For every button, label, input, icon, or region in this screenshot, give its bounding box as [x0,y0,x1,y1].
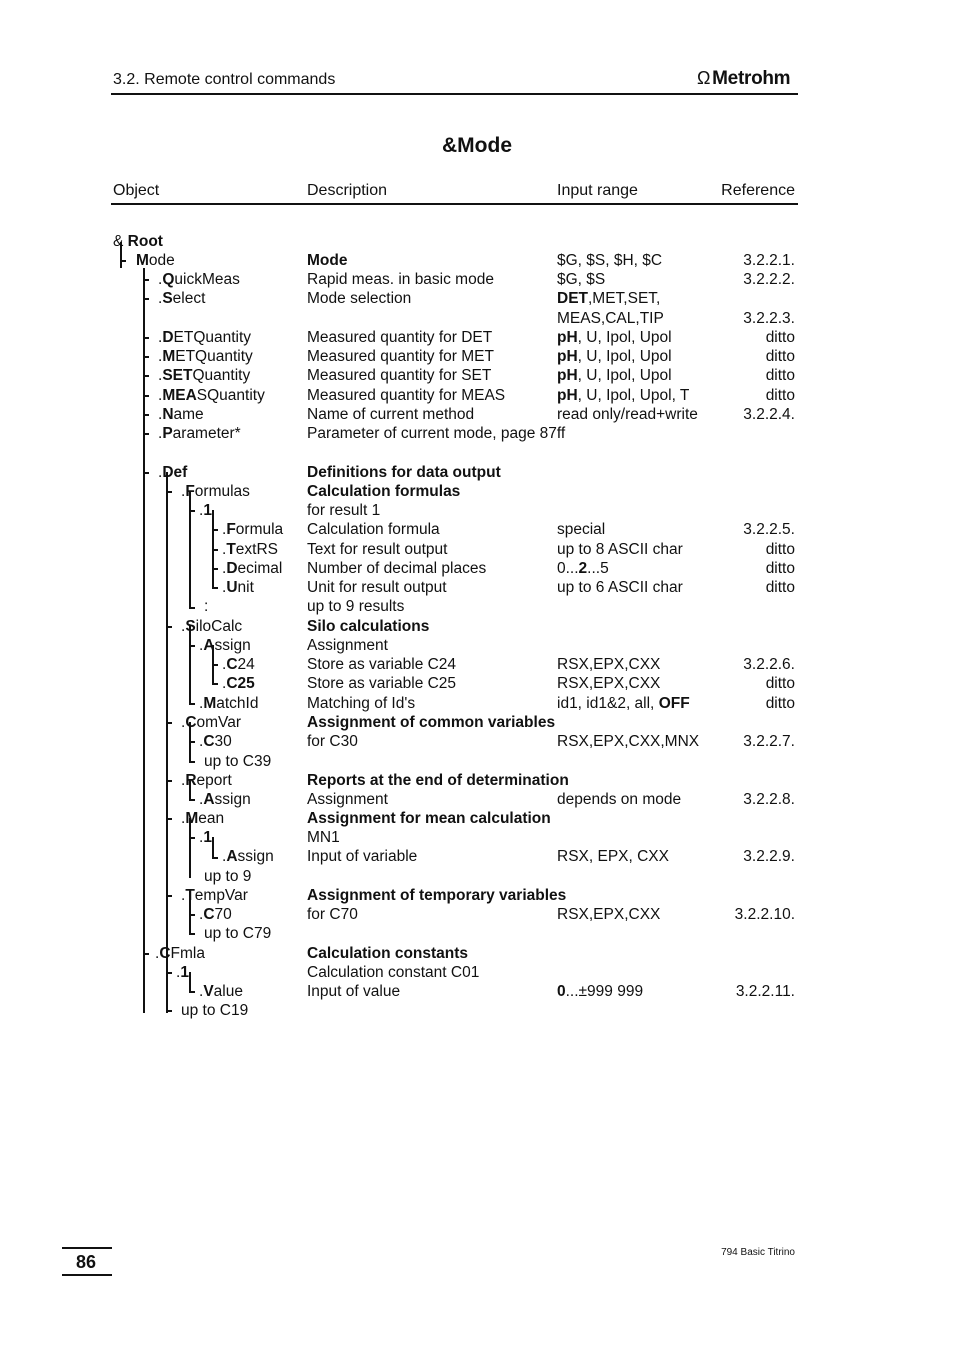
input-range: MEAS,CAL,TIP [557,310,664,327]
object-name: .Assign [199,791,251,808]
input-range: pH, U, Ipol, Upol [557,348,672,365]
table-row [0,752,954,771]
input-range: special [557,521,606,538]
object-name: .1 [199,502,212,519]
table-row [0,713,954,732]
description: Rapid meas. in basic mode [307,271,494,288]
table-row [0,617,954,636]
column-header-description: Description [307,182,388,199]
object-name: up to 9 [204,868,252,885]
object-name: & Root [113,233,163,250]
table-row [0,309,954,328]
table-row [0,270,954,289]
reference: ditto [765,329,795,346]
description: Calculation constants [307,945,469,962]
table-row [0,540,954,559]
header-section-title: 3.2. Remote control commands [113,71,336,88]
input-range: depends on mode [557,791,682,808]
description: Matching of Id's [307,695,416,712]
table-row [0,597,954,616]
description: for C30 [307,733,358,750]
column-header-rule [111,203,798,205]
object-name: .SiloCalc [181,618,243,635]
reference: 3.2.2.3. [743,310,795,327]
object-name: .MatchId [199,695,259,712]
table-row [0,674,954,693]
description: Text for result output [307,541,448,558]
description: Definitions for data output [307,464,501,481]
table-row [0,386,954,405]
description: Assignment for mean calculation [307,810,551,827]
reference: ditto [765,560,795,577]
object-name: .Unit [222,579,254,596]
reference: 3.2.2.1. [743,252,795,269]
object-name: up to C19 [181,1002,249,1019]
table-row [0,405,954,424]
table-row [0,694,954,713]
description: Assignment of temporary variables [307,887,567,904]
description: Unit for result output [307,579,447,596]
description: up to 9 results [307,598,405,615]
input-range: 0...±999 999 [557,983,644,1000]
header-rule [111,93,798,95]
object-name: .CFmla [155,945,205,962]
description: Input of variable [307,848,418,865]
input-range: DET,MET,SET, [557,290,661,307]
table-row [0,328,954,347]
table-row [0,463,954,482]
table-row [0,578,954,597]
input-range: RSX,EPX,CXX [557,906,661,923]
table-row [0,847,954,866]
description: Silo calculations [307,618,430,635]
description: Calculation constant C01 [307,964,480,981]
object-name: .MEASQuantity [158,387,265,404]
column-header-object: Object [113,182,160,199]
page-title: &Mode [442,134,512,157]
table-row [0,944,954,963]
reference: 3.2.2.10. [734,906,795,923]
table-row [0,867,954,886]
description: Measured quantity for DET [307,329,493,346]
description: Name of current method [307,406,475,423]
object-name: .SETQuantity [158,367,251,384]
table-row [0,347,954,366]
footer-rule-bottom [62,1274,112,1276]
table-row [0,771,954,790]
input-range: pH, U, Ipol, Upol [557,329,672,346]
description: Parameter of current mode, page 87ff [307,425,566,442]
table-row [0,809,954,828]
object-name: .1 [176,964,189,981]
description: for result 1 [307,502,381,519]
description: Input of value [307,983,401,1000]
description: Measured quantity for MET [307,348,494,365]
description: Assignment of common variables [307,714,556,731]
input-range: 0...2...5 [557,560,609,577]
table-row [0,424,954,443]
description: for C70 [307,906,358,923]
reference: 3.2.2.8. [743,791,795,808]
reference: ditto [765,541,795,558]
table-row [0,828,954,847]
description: Assignment [307,637,388,654]
table-row [0,366,954,385]
reference: 3.2.2.6. [743,656,795,673]
table-row [0,482,954,501]
reference: 3.2.2.4. [743,406,795,423]
table-row [0,924,954,943]
column-header-input-range: Input range [557,182,638,199]
input-range: up to 6 ASCII char [557,579,683,596]
input-range: pH, U, Ipol, Upol, T [557,387,690,404]
table-row [0,886,954,905]
object-name: .Decimal [222,560,283,577]
description: Assignment [307,791,388,808]
input-range: RSX, EPX, CXX [557,848,669,865]
object-name: .Mean [181,810,225,827]
object-name: .C70 [199,906,232,923]
table-row [0,289,954,308]
brand-logo [697,68,790,90]
table-row [0,559,954,578]
object-name: .QuickMeas [158,271,240,288]
object-name: .Formula [222,521,284,538]
description: Measured quantity for MEAS [307,387,506,404]
input-range: id1, id1&2, all, OFF [557,695,690,712]
object-name: .Name [158,406,204,423]
description: Number of decimal places [307,560,487,577]
page-number: 86 [76,1252,97,1272]
table-row [0,232,954,251]
reference: ditto [765,675,795,692]
reference: ditto [765,348,795,365]
reference: ditto [765,695,795,712]
table-row [0,444,954,463]
object-name: .Report [181,772,232,789]
description: Mode selection [307,290,412,307]
table-row [0,655,954,674]
object-name: .TempVar [181,887,248,904]
table-row [0,790,954,809]
reference: 3.2.2.5. [743,521,795,538]
reference: 3.2.2.2. [743,271,795,288]
object-name: .DETQuantity [158,329,252,346]
object-name: .Value [199,983,243,1000]
reference: 3.2.2.11. [735,983,795,1000]
input-range: RSX,EPX,CXX,MNX [557,733,700,750]
table-row [0,636,954,655]
input-range: $G, $S [557,271,606,288]
input-range: up to 8 ASCII char [557,541,683,558]
object-name: .1 [199,829,212,846]
object-name: up to C39 [204,753,272,770]
description: Calculation formula [307,521,440,538]
description: Calculation formulas [307,483,461,500]
description: Reports at the end of determination [307,772,569,789]
description: Store as variable C25 [307,675,457,692]
object-name: .C24 [222,656,255,673]
table-row [0,905,954,924]
object-name: .Parameter* [158,425,241,442]
description: Store as variable C24 [307,656,457,673]
table-row [0,1001,954,1020]
object-name: .Formulas [181,483,250,500]
object-name: .TextRS [222,541,278,558]
input-range: RSX,EPX,CXX [557,656,661,673]
reference: ditto [765,579,795,596]
reference: ditto [765,367,795,384]
table-row [0,732,954,751]
description: Mode [307,252,348,269]
object-name: .Def [158,464,188,481]
product-name: 794 Basic Titrino [721,1247,795,1258]
input-range: RSX,EPX,CXX [557,675,661,692]
object-name: .Assign [199,637,251,654]
description: Measured quantity for SET [307,367,492,384]
input-range: $G, $S, $H, $C [557,252,663,269]
reference: 3.2.2.9. [743,848,795,865]
brand-name: Metrohm [712,68,791,89]
object-name: Mode [136,252,175,269]
reference: ditto [765,387,795,404]
object-name: .Assign [222,848,274,865]
description: MN1 [307,829,340,846]
input-range: read only/read+write [557,406,698,423]
object-name: .C30 [199,733,232,750]
object-name: .ComVar [181,714,242,731]
table-row [0,501,954,520]
omega-icon: Ω [697,68,711,88]
input-range: pH, U, Ipol, Upol [557,367,672,384]
object-name: .METQuantity [158,348,253,365]
object-name: : [204,598,209,615]
object-name: up to C79 [204,925,272,942]
reference: 3.2.2.7. [743,733,795,750]
object-name: .C25 [222,675,255,692]
table-row [0,520,954,539]
table-row [0,982,954,1001]
table-row [0,251,954,270]
column-header-reference: Reference [721,182,795,199]
footer-rule-top [62,1247,112,1249]
table-row [0,963,954,982]
object-name: .Select [158,290,206,307]
